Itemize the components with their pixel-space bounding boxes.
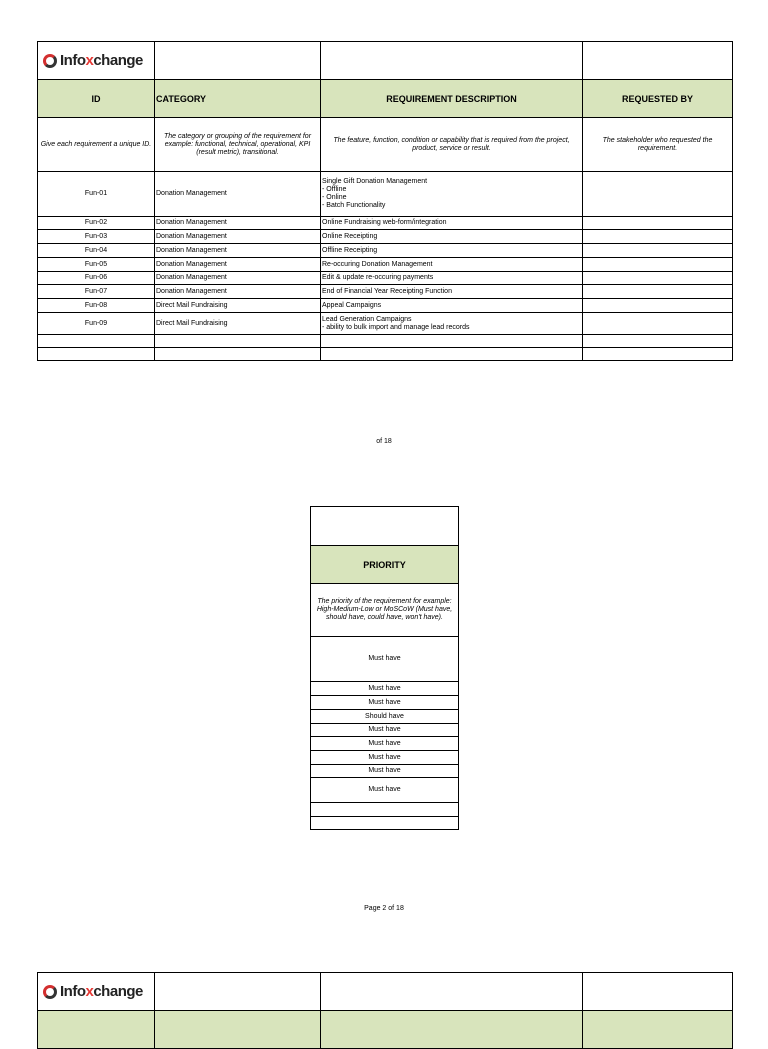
- logo-cell: [38, 42, 155, 80]
- page-footer-1: of 18: [376, 438, 392, 445]
- table-row: Should have: [311, 710, 459, 724]
- infoxchange-logo: Infoxchange: [39, 985, 153, 999]
- table-row: Must have: [311, 778, 459, 803]
- guidance-priority: The priority of the requirement for example: High-Medium-Low or MoSCoW (Must have, should have, could have, won't have).: [311, 584, 459, 637]
- priority-table: [310, 506, 459, 830]
- table-row: Fun-02 Donation Management Online Fundraising web-form/integration: [38, 217, 733, 230]
- table-row: Must have: [311, 637, 459, 682]
- logo-cell: [38, 973, 155, 1011]
- table-row: Fun-05 Donation Management Re-occuring Donation Management: [38, 258, 733, 272]
- table-row: Must have: [311, 765, 459, 778]
- header-requested-by: REQUESTED BY: [583, 80, 733, 118]
- table-row: Fun-09 Direct Mail Fundraising Lead Generation Campaigns - ability to bulk import and manage lead records: [38, 313, 733, 335]
- table-row: Fun-06 Donation Management Edit & update re-occuring payments: [38, 272, 733, 285]
- requirements-table-page1: [37, 41, 733, 361]
- guidance-requested-by: The stakeholder who requested the requirement.: [583, 118, 733, 172]
- header-description: REQUIREMENT DESCRIPTION: [321, 80, 583, 118]
- guidance-id: Give each requirement a unique ID.: [38, 118, 155, 172]
- table-row: Must have: [311, 682, 459, 696]
- header-category: CATEGORY: [155, 80, 321, 118]
- table-row: Fun-08 Direct Mail Fundraising Appeal Campaigns: [38, 299, 733, 313]
- infoxchange-logo: Infoxchange: [39, 54, 153, 68]
- guidance-description: The feature, function, condition or capability that is required from the project, product, service or result.: [321, 118, 583, 172]
- guidance-category: The category or grouping of the requirement for example: functional, technical, operational, KPI (result metric), transitional.: [155, 118, 321, 172]
- table-row: Must have: [311, 696, 459, 710]
- table-row: Must have: [311, 737, 459, 751]
- table-row: Must have: [311, 751, 459, 765]
- logo-mark-icon: [43, 985, 57, 999]
- header-priority: PRIORITY: [311, 546, 459, 584]
- logo-mark-icon: [43, 54, 57, 68]
- requirements-table-page3: [37, 972, 733, 1049]
- table-row: Fun-01 Donation Management Single Gift Donation Management - Offline - Online - Batch Functionality: [38, 172, 733, 217]
- table-row: Fun-03 Donation Management Online Receipting: [38, 230, 733, 244]
- table-row: Fun-04 Donation Management Offline Receipting: [38, 244, 733, 258]
- table-row: Must have: [311, 724, 459, 737]
- page-footer-2: Page 2 of 18: [364, 905, 404, 912]
- table-row: Fun-07 Donation Management End of Financial Year Receipting Function: [38, 285, 733, 299]
- header-id: ID: [38, 80, 155, 118]
